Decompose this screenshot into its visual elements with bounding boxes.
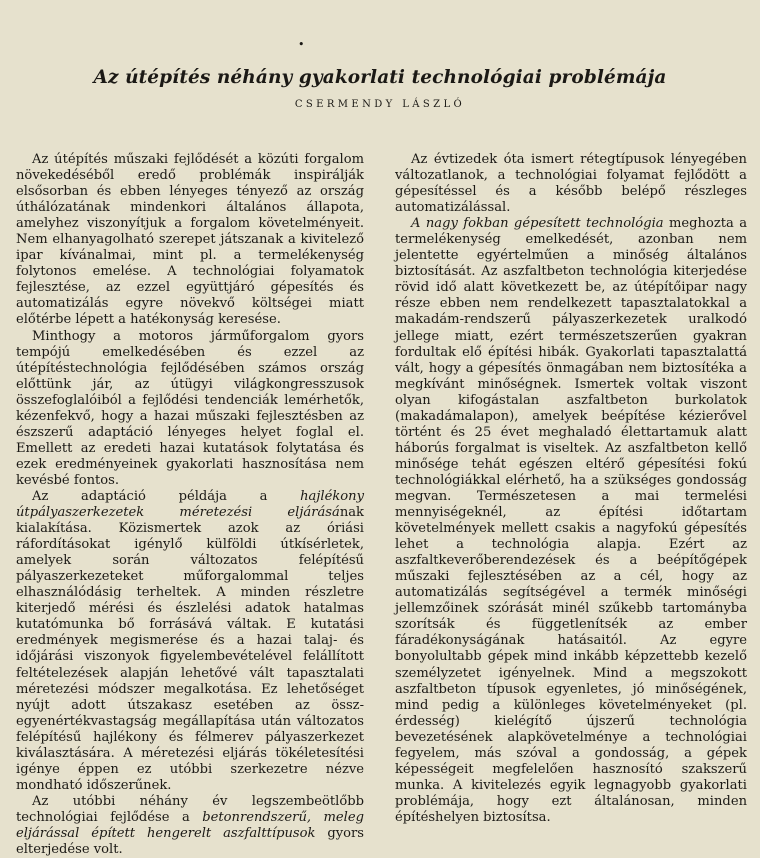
- paragraph: [16, 152, 364, 329]
- paragraph-text: gyors elterjedése volt.: [16, 825, 364, 858]
- paragraph-text: Az évtizedek óta ismert rétegtípusok lényegében változatlanok, a technológiai folyamat fejlődött a gépesítéssel és a később belépő részleges automatizálással.: [395, 152, 747, 216]
- emphasized-text: betonrendszerű, meleg eljárással épített hengerelt aszfalttípusok: [16, 809, 364, 841]
- author-name: CSERMENDY LÁSZLÓ: [294, 99, 466, 110]
- paragraph-text: nak kialakítása. Közismertek azok az óriási ráfordításokat igénylő külföldi útkísérletek, amelyek során változatos felépítésű pályaszerkezeteket műforgalommal teljes elhasználódásig terheltek. A minden részletre kiterjedő mérési és észlelési adatok hatalmas kutatómunka bő forrásává váltak. E kutatási eredmények megismerése és a hazai talaj- és időjárási viszonyok figyelembevételével felállított feltételezések alapján lehetővé vált tapasztalati méretezési módszer megalkotása. Ez lehetőséget nyújt adott útszakasz esetében az össz-egyenértékvastagság megállapítása után változatos felépítésű hajlékony és félmerev pályaszerkezet kiválasztására. A méretezési eljárás tökéletesítési igénye éppen ez utóbbi szerkezetre nézve mondható időszerűnek.: [16, 505, 364, 793]
- paragraph-text: Minthogy a motoros járműforgalom gyors tempójú emelkedésében és ezzel az útépítéstechnológia fejlődésében számos ország előttünk jár, az útügyi világkongresszusok összefoglalóiból a fejlődési tendenciák lemérhetők, kézenfekvő, hogy a hazai műszaki fejlesztésben az észszerű adaptáció lényeges helyet foglal el. Emellett az eredeti hazai kutatások folytatása és ezek eredményeinek gyakorlati hasznosítása nem kevésbé fontos.: [16, 328, 364, 488]
- paragraph: [16, 329, 364, 489]
- paragraph-text: Az útépítés műszaki fejlődését a közúti forgalom növekedéséből eredő problémák inspirálják elsősorban és ebben lényeges tényező az ország úthálózatának mindenkori általános állapota, amelyhez viszonyítjuk a forgalom követelményeit. Nem elhanyagolható szerepet játszanak a kivitelező ipar kívánalmai, mint pl. a termelékenység folytonos emelése. A technológiai folyamatok fejlesztése, az ezzel együttjáró gépesítés és automatizálás egyre növekvő költségei miatt előtérbe lépett a hatékonyság keresése.: [16, 152, 364, 328]
- paragraph-text: meghozta a termelékenység emelkedését, azonban nem jelentette egyértelműen a minőség általános biztosítását. Az aszfaltbeton technológia kiterjedése rövid idő alatt következett be, az útépítőipar nagy része ebben nem rendelkezett tapasztalatokkal a makadám-rendszerű pályaszerkezetek uralkodó jellege miatt, ezért természetszerűen gyakran fordultak elő építési hibák. Gyakorlati tapasztalattá vált, hogy a gépesítés önmagában nem biztosítéka a megkívánt minőségnek. Ismertek voltak viszont olyan kifogástalan aszfaltbeton burkolatok (makadámalapon), amelyek beépítése kézierővel történt és 25 évet meghaladó élettartamuk alatt háborús forgalmat is viseltek. Az aszfaltbeton kellő minősége tehát egészen eltérő gépesítési fokú technológiákkal elérhető, ha a szükséges gondosság megvan. Természetesen a mai termelési mennyiségeknél, az építési időtartam követelmények mellett csakis a nagyfokú gépesítés lehet a technológia alapja. Ezért az aszfaltkeverőberendezések és a beépítőgépek műszaki fejlesztésében az a cél, hogy az automatizálás segítségével a termék minőségi jellemzőinek szórását minél szűkebb tartományba szorítsák és függetlenítsék az ember fáradékonyságának hatásaitól. Az egyre bonyolultabb gépek mind inkább képzettebb kezelő személyzetet igényelnek. Mind a megszokott aszfaltbeton típusok egyenletes, jó minőségének, mind pedig a különleges követelményeket (pl. érdesség) kielégítő újszerű technológia bevezetésének alapkövetelménye a technológiai fegyelem, más szóval a gondosság, a gépek képességeit megfelelően hasznosító szakszerű munka. A kivitelezés egyik legnagyobb gyakorlati problémája, hogy ezt általánosan, minden építéshelyen biztosítsa.: [395, 216, 747, 825]
- emphasized-text: A nagy fokban gépesített technológia: [411, 216, 664, 232]
- paragraph-text: Az utóbbi néhány év legszembeötlőbb technológiai fejlődése a: [16, 793, 364, 825]
- article-title: Az útépítés néhány gyakorlati technológiai problémája: [93, 67, 667, 88]
- paragraph: [395, 152, 747, 216]
- emphasized-text: hajlékony útpályaszerkezetek méretezési eljárásá: [16, 488, 364, 521]
- header-mark: •: [298, 38, 305, 51]
- paragraph: [16, 794, 364, 858]
- paragraph: [395, 216, 747, 826]
- paragraph: [16, 489, 364, 794]
- left-column: [16, 152, 364, 858]
- paragraph-text: Az adaptáció példája a: [32, 488, 301, 504]
- right-column: [395, 152, 747, 826]
